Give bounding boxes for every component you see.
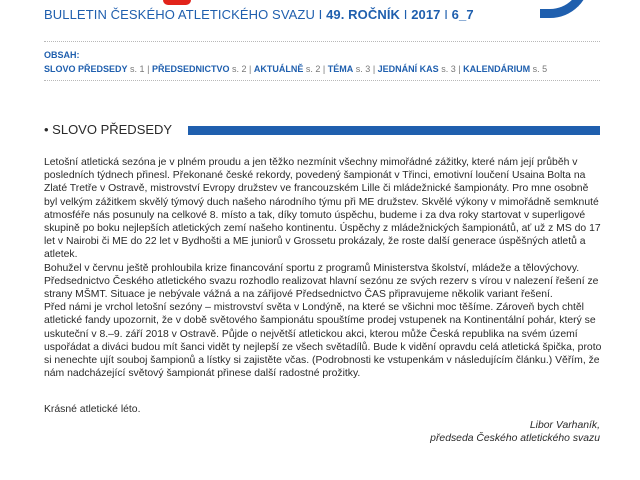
toc-item[interactable]: KALENDÁRIUM s. 5	[463, 64, 548, 74]
bulletin-issue: 6_7	[451, 7, 474, 22]
paragraph: Letošní atletická sezóna je v plném proudu a jen těžko nezmínit všechny mimořádné zážitky, které nám její průběh v posledních týdnech přinesl. Překonané české rekordy, povedený šampionát v Třinci, emotivní loučení Usaina Bolta na Zlaté Tretře v Ostravě, mistrovství Evropy družstev ve francouzském Lille či mládežnické šampionáty. Pro mne osobně byl velkým zážitkem skvělý týmový duch našeho národního týmu při ME družstev. Skvělé výkony v mimořádně semknuté atmosféře nás posunuly na celkové 8. místo a tak, díky tomuto úspěchu, budeme i za dva roky startovat v superligové skupině po boku nejlepších atletických zemí našeho kontinentu. Úspěchy z mládežnických šampionátů, ať už z MS do 17 let v Nairobi či ME do 22 let v Bydhošti a ME juniorů v Grossetu prokázaly, že roste další generace úspěšných atletů a atletek.	[44, 157, 601, 261]
bulletin-volume: 49. ROČNÍK	[326, 7, 401, 22]
section-title: • SLOVO PŘEDSEDY	[44, 122, 173, 137]
paragraph: Před námi je vrchol letošní sezóny – mistrovství světa v Londýně, na které se všichni moc těšíme. Zároveň bych chtěl atletické fandy upozornit, že v době světového šampionátu spouštíme prodej vstupenek na Kontinentální pohár, který se uskuteční v 8.–9. září 2018 v Ostravě. Půjde o největší atletickou akci, kterou může Česká republika na svém území uspořádat a diváci budou mít šanci vidět ty nejlepší ze všech světadílů. Bude k vidění opravdu celá atletická špička, proto si nenechte ujít souboj šampionů a lístky si zajistěte včas. (Podrobnosti ke vstupenkám v následujícím článku.) Věřím, že nám nadcházející světový šampionát přinese další radostné prožitky.	[44, 302, 602, 380]
bulletin-title: BULLETIN ČESKÉHO ATLETICKÉHO SVAZU	[44, 7, 315, 22]
toc-item[interactable]: JEDNÁNÍ KAS s. 3	[377, 64, 456, 74]
toc-item[interactable]: SLOVO PŘEDSEDY s. 1	[44, 64, 145, 74]
bulletin-header	[44, 7, 474, 22]
separator: I	[440, 7, 452, 22]
separator: I	[400, 7, 412, 22]
bulletin-year: 2017	[411, 7, 441, 22]
toc-item[interactable]: PŘEDSEDNICTVO s. 2	[151, 64, 247, 74]
paragraph: Bohužel v červnu ještě prohloubila krize financování sportu z programů Ministerstva školství, mládeže a tělovýchovy. Předsednictvo Českého atletického svazu rozhodlo realizovat hlavní sezónu ze svých rezerv s vírou v nalezení řešení ze strany MŠMT. Situace je nebývale vážná a na zářijové Předsednictvo ČAS připravujeme několik variant řešení.	[44, 262, 599, 301]
logo-red-mark	[163, 0, 191, 5]
signature-role: předseda Českého atletického svazu	[430, 433, 600, 444]
divider	[44, 80, 600, 81]
separator: I	[314, 7, 327, 22]
toc-item[interactable]: AKTUÁLNĚ s. 2	[253, 64, 321, 74]
table-of-contents	[44, 48, 547, 76]
toc-item[interactable]: TÉMA s. 3	[327, 64, 371, 74]
contents-list: SLOVO PŘEDSEDY s. 1 | PŘEDSEDNICTVO s. 2 | AKTUÁLNĚ s. 2 | TÉMA s. 3 | JEDNÁNÍ KAS s. 3 | KALENDÁRIUM s. 5	[44, 64, 548, 74]
divider	[44, 41, 600, 42]
article-body	[44, 156, 604, 380]
contents-heading: OBSAH:	[44, 50, 80, 60]
section-bar	[188, 126, 600, 135]
closing-line: Krásné atletické léto.	[44, 404, 141, 415]
signature-name: Libor Varhaník,	[529, 420, 600, 431]
